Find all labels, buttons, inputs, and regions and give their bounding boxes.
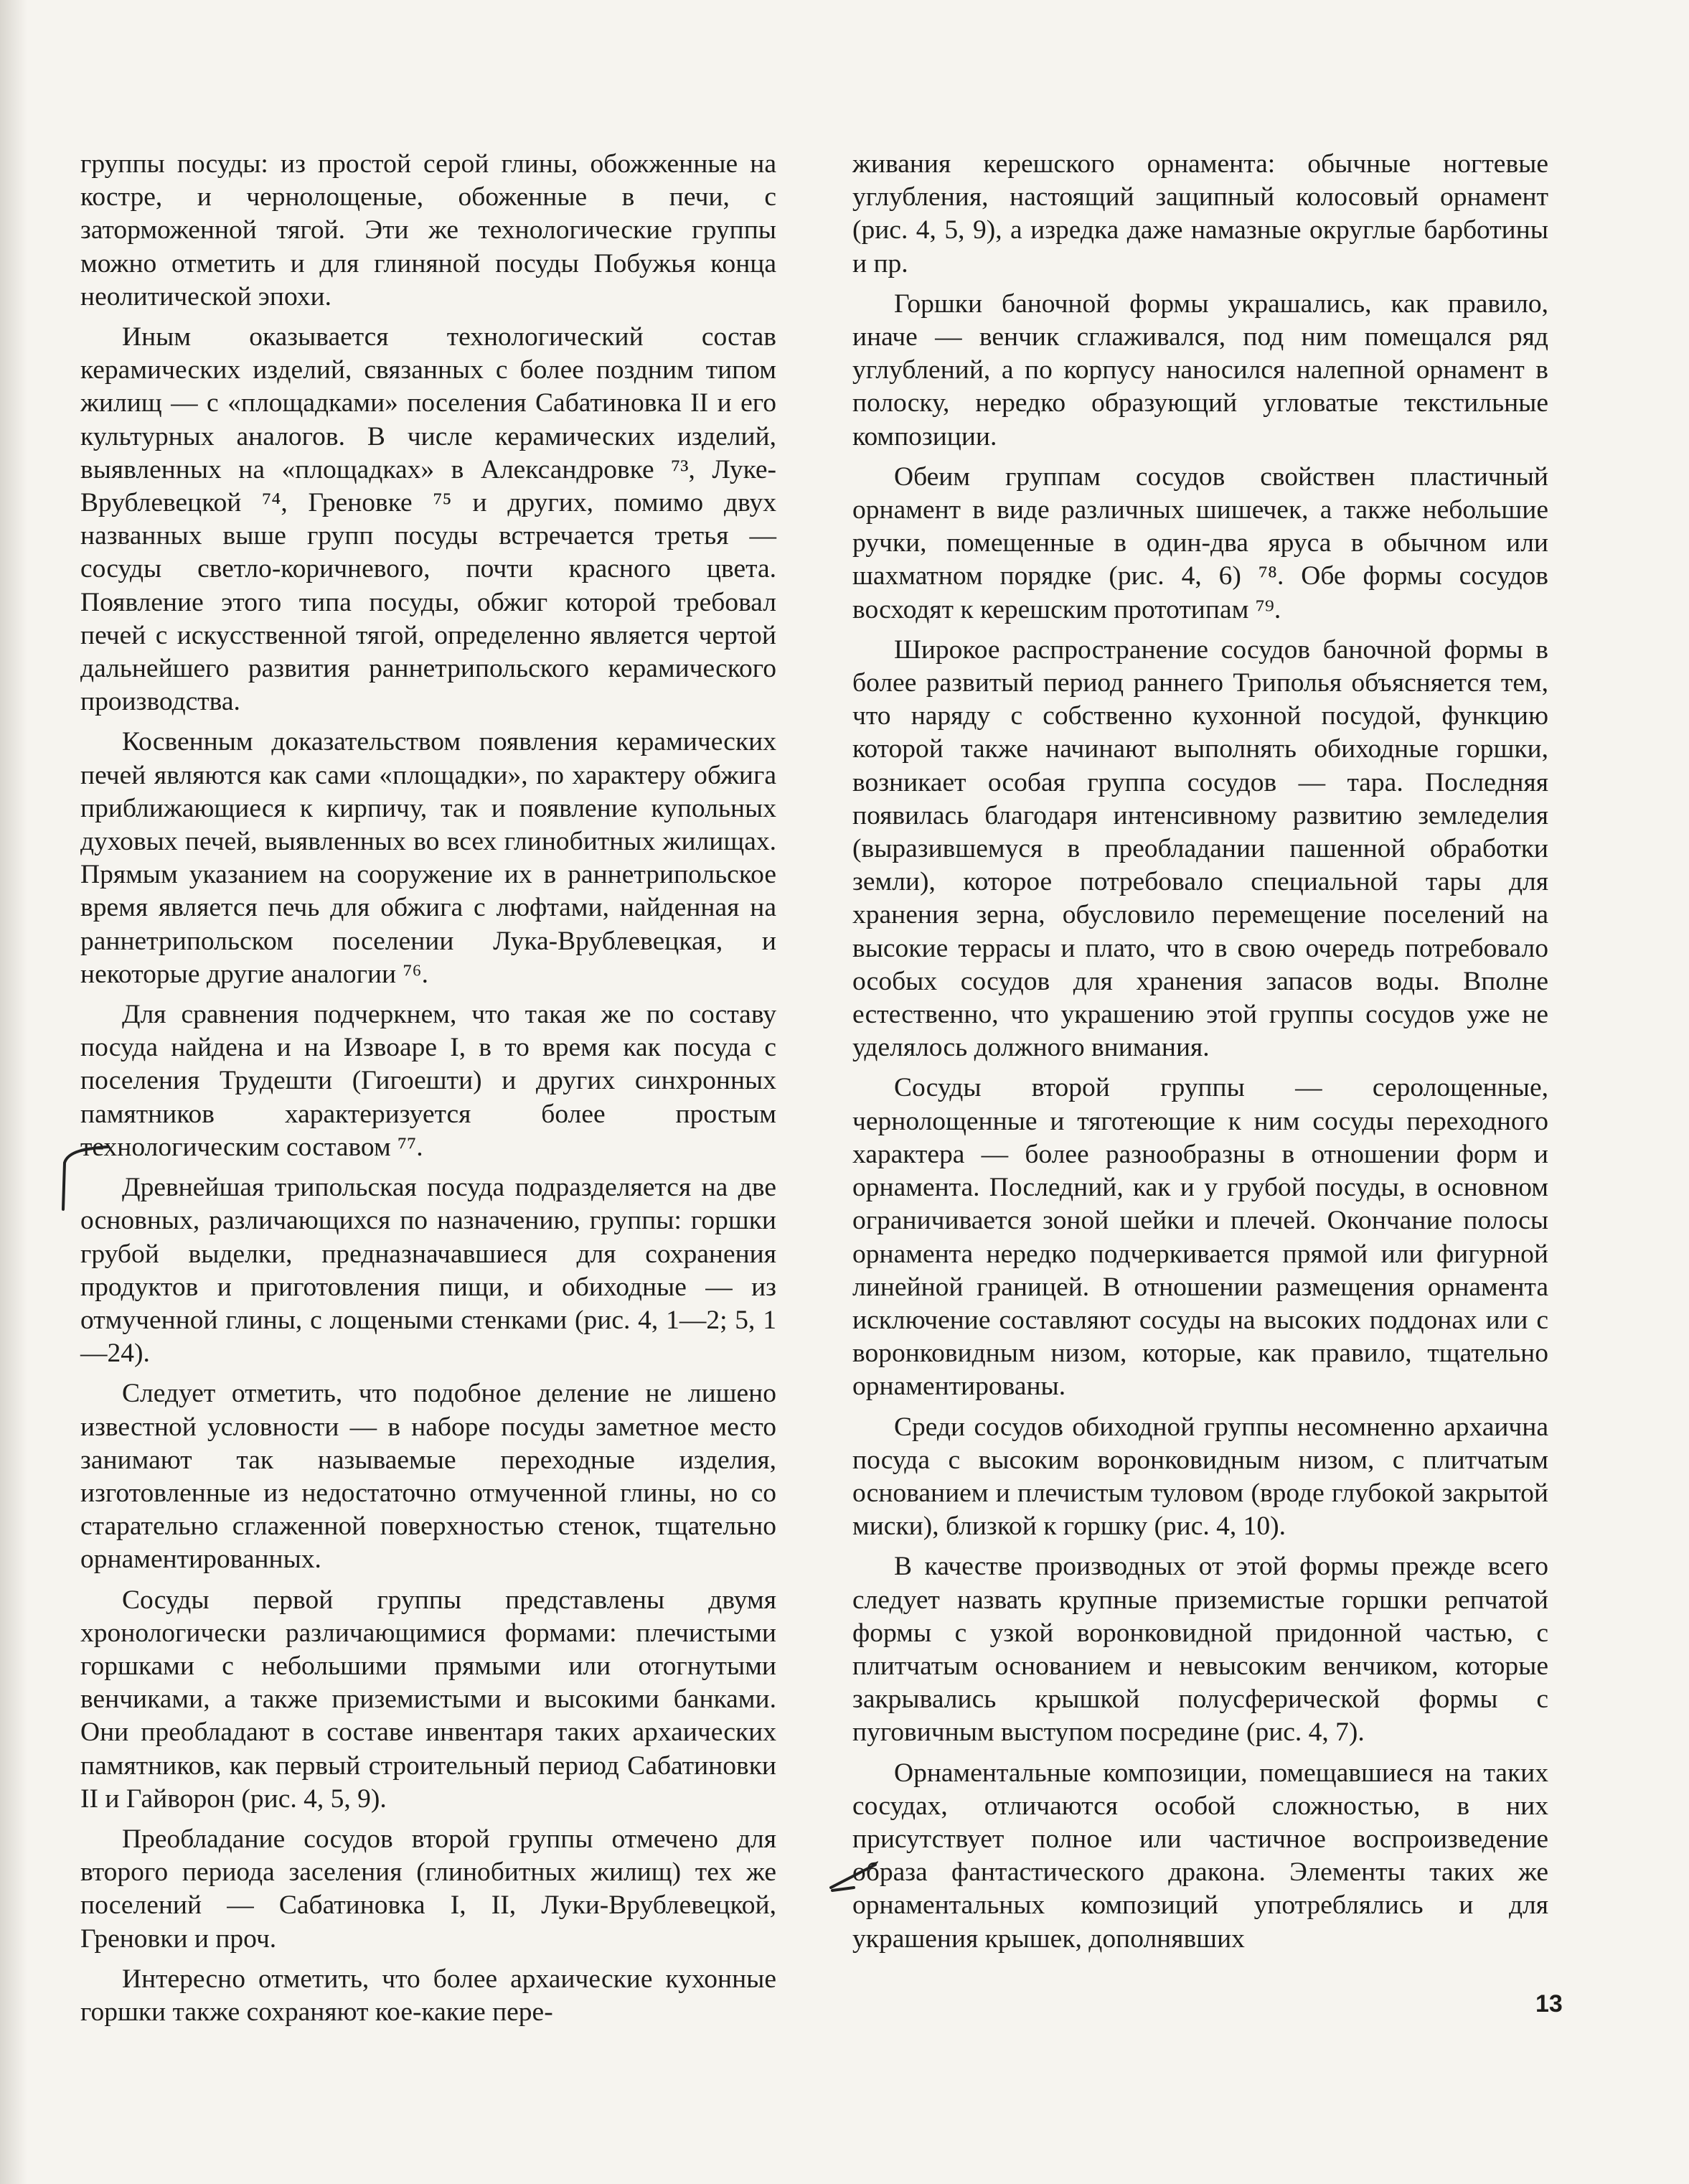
page-edge-shadow — [0, 0, 27, 2184]
paragraph: Орнаментальные композиции, помещавшиеся на таких сосудах, отличаются особой сложностью, в них присутствует полное или частичное воспроизведение образа фантастического дракона. Элементы таких же орнаментальных композиций употреблялись и для украшения крышек, дополнявших — [852, 1758, 1548, 1954]
paragraph: Обеим группам сосудов свойствен пластичный орнамент в виде различных шишечек, а также небольшие ручки, помещенные в один-два яруса в обычном или шахматном порядке (рис. 4, 6) ⁷⁸. Обе формы сосудов восходят к керешским прототипам ⁷⁹. — [852, 461, 1548, 624]
paragraph: Интересно отметить, что более архаические кухонные горшки также сохраняют кое-какие пере- — [80, 1964, 776, 2027]
paragraph: Косвенным доказательством появления керамических печей являются как сами «площадки», по характеру обжига приближающиеся к кирпичу, так и появление купольных духовых печей, выявленных во всех глинобитных жилищах. Прямым указанием на сооружение их в раннетрипольское время является печь для обжига с люфтами, найденная на раннетрипольском поселении Лука-Врублевецкая, и некоторые другие аналогии ⁷⁶. — [80, 727, 776, 989]
paragraph: Следует отметить, что подобное деление не лишено известной условности — в наборе посуды заметное место занимают так называемые переходные изделия, изготовленные из недостаточно отмученной глины, но со старательно сглаженной поверхностью стенок, тщательно орнаментированных. — [80, 1379, 776, 1575]
paragraph: Широкое распространение сосудов баночной формы в более развитый период раннего Триполья объясняется тем, что наряду с собственно кухонной посудой, функцию которой также начинают выполнять обиходные горшки, возникает особая группа сосудов — тара. Последняя появилась благодаря интенсивному развитию земледелия (выразившемуся в преобладании пашенной обработки земли), которое потребовало специальной тары для хранения зерна, обусловило перемещение поселений на высокие террасы и плато, что в свою очередь потребовало особых сосудов для хранения запасов воды. Вполне естественно, что украшению этой группы сосудов уже не уделялось должного внимания. — [852, 634, 1548, 1063]
paragraph: Древнейшая трипольская посуда подразделяется на две основных, различающихся по назначению, группы: горшки грубой выделки, предназначавшиеся для сохранения продуктов и приготовления пищи, и обиходные — из отмученной глины, с лощеными стенками (рис. 4, 1—2; 5, 1—24). — [80, 1173, 776, 1369]
paragraph: живания керешского орнамента: обычные ногтевые углубления, настоящий защипный колосовый орнамент (рис. 4, 5, 9), а изредка даже намазные округлые барботины и пр. — [852, 149, 1548, 278]
paragraph: Сосуды первой группы представлены двумя хронологически различающимися формами: плечистыми горшками с небольшими прямыми или отогнутыми венчиками, а также приземистыми и высокими банками. Они преобладают в составе инвентаря таких архаических памятников, как первый строительный период Сабатиновки II и Гайворон (рис. 4, 5, 9). — [80, 1585, 776, 1814]
right-column — [852, 148, 1548, 1956]
paragraph: Иным оказывается технологический состав керамических изделий, связанных с более поздним типом жилищ — с «площадками» поселения Сабатиновка II и его культурных аналогов. В числе керамических изделий, выявленных на «площадках» в Александровке ⁷³, Луке-Врублевецкой ⁷⁴, Греновке ⁷⁵ и других, помимо двух названных выше групп посуды встречается третья — сосуды светло-коричневого, почти красного цвета. Появление этого типа посуды, обжиг которой требовал печей с искусственной тягой, определенно является чертой дальнейшего развития раннетрипольского керамического производства. — [80, 322, 776, 717]
paragraph: Сосуды второй группы — серолощенные, чернолощенные и тяготеющие к ним сосуды переходного характера — более разнообразны в отношении форм и орнамента. Последний, как и у грубой посуды, в основном ограничивается зоной шейки и плечей. Окончание полосы орнамента нередко подчеркивается прямой или фигурной линейной границей. В отношении размещения орнамента исключение составляют сосуды на высоких поддонах или с воронковидным низом, которые, как правило, тщательно орнаментированы. — [852, 1073, 1548, 1402]
paragraph: группы посуды: из простой серой глины, обожженные на костре, и чернолощеные, обоженные в печи, с заторможенной тягой. Эти же технологические группы можно отметить и для глиняной посуды Побужья конца неолитической эпохи. — [80, 149, 776, 311]
paragraph: Горшки баночной формы украшались, как правило, иначе — венчик сглаживался, под ним помещался ряд углублений, а по корпусу наносился налепной орнамент в полоску, нередко образующий угловатые текстильные композиции. — [852, 289, 1548, 451]
paragraph: Преобладание сосудов второй группы отмечено для второго периода заселения (глинобитных жилищ) тех же поселений — Сабатиновка I, II, Луки-Врублевецкой, Греновки и проч. — [80, 1824, 776, 1954]
left-column — [80, 148, 776, 2029]
paragraph: Для сравнения подчеркнем, что такая же по составу посуда найдена и на Извоаре I, в то время как посуда с поселения Трудешти (Гигоешти) и других синхронных памятников характеризуется более простым технологическим составом ⁷⁷. — [80, 1000, 776, 1162]
page-number: 13 — [1535, 1990, 1563, 2017]
paragraph: В качестве производных от этой формы прежде всего следует назвать крупные приземистые горшки репчатой формы с узкой воронковидной придонной частью, с плитчатым основанием и невысоким венчиком, которые закрывались крышкой полусферической формы с пуговичным выступом посредине (рис. 4, 7). — [852, 1552, 1548, 1748]
paragraph: Среди сосудов обиходной группы несомненно архаична посуда с высоким воронковидным низом, с плитчатым основанием и плечистым туловом (вроде глубокой закрытой миски), близкой к горшку (рис. 4, 10). — [852, 1412, 1548, 1542]
